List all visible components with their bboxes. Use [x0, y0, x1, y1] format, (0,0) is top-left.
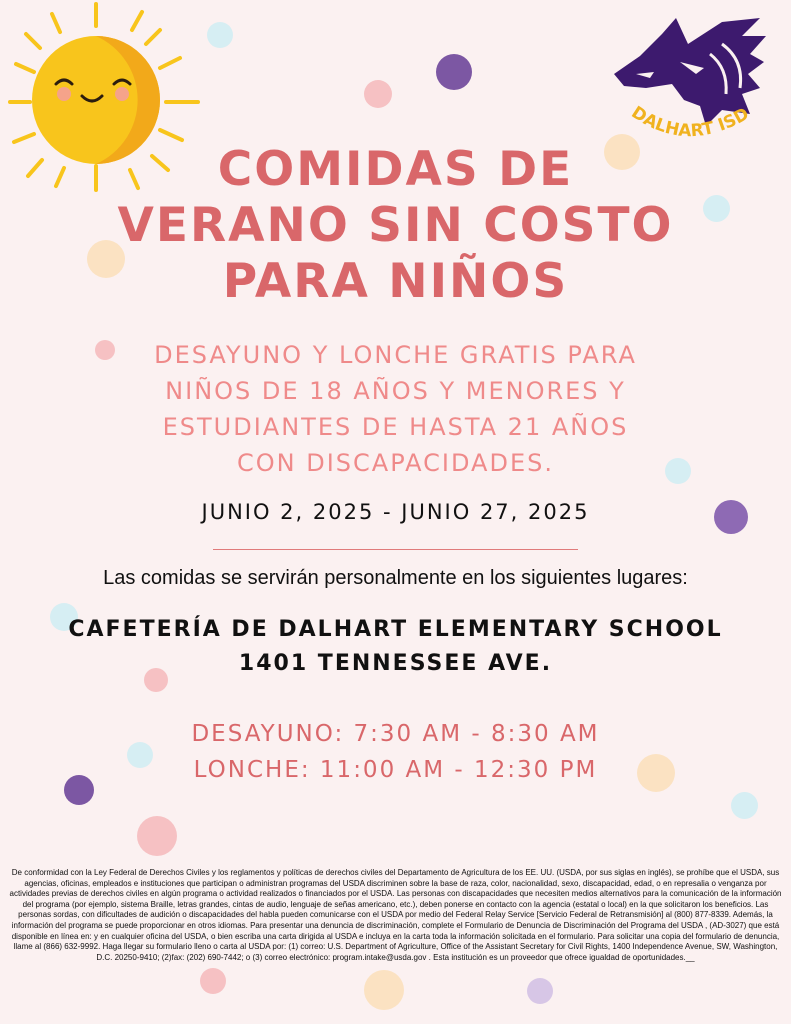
- subtitle-line: DESAYUNO Y LONCHE GRATIS PARA: [154, 341, 637, 369]
- logo-text: DALHART ISD: [627, 102, 753, 142]
- subtitle-line: NIÑOS DE 18 AÑOS Y MENORES Y: [165, 377, 626, 405]
- usda-nondiscrimination-statement: De conformidad con la Ley Federal de Derechos Civiles y los reglamentos y políticas de derechos civiles del Departamento de Agricultura de los EE. UU. (USDA, por sus siglas en inglés), se prohíbe que el USDA, sus agencias, oficinas, empleados e instituciones que participan o administran programas del USDA discriminen sobre la base de raza, color, nacionalidad, sexo, discapacidad, edad, o en represalia o venganza por actividades previas de derechos civiles en algún programa o actividad realizados o financiados por el USDA. Las personas con discapacidades que necesiten medios alternativos para la comunicación de la información del programa (por ejemplo, sistema Braille, letras grandes, cintas de audio, lenguaje de señas americano, etc.), deben ponerse en contacto con la agencia (estatal o local) en la que solicitaron los beneficios. Las personas sordas, con dificultades de audición o discapacidades del habla pueden comunicarse con el USDA por medio del Federal Relay Service [Servicio Federal de Retransmisión] al (800) 877-8339. Además, la información del programa se puede proporcionar en otros idiomas. Para presentar una denuncia de discriminación, complete el Formulario de Denuncia de Discriminación del Programa del USDA , (AD-3027) que está disponible en línea en: y en cualquier oficina del USDA, o bien escriba una carta dirigida al USDA e incluya en la carta toda la información solicitada en el formulario. Para solicitar una copia del formulario de denuncia, llame al (866) 632-9992. Haga llegar su formulario lleno o carta al USDA por: (1) correo: U.S. Department of Agriculture, Office of the Assistant Secretary for Civil Rights, 1400 Independence Avenue, SW, Washington, D.C. 20250-9410; (2)fax: (202) 690-7442; o (3) correo electrónico: program.intake@usda.gov . Esta institución es un proveedor que ofrece igualdad de oportunidades.__: [9, 868, 782, 962]
- dalhart-isd-logo: [610, 14, 770, 154]
- decor-dot: [200, 968, 226, 994]
- decor-dot: [207, 22, 233, 48]
- decor-dot: [731, 792, 758, 819]
- location-address: 1401 TENNESSEE AVE.: [238, 651, 553, 676]
- subtitle-line: CON DISCAPACIDADES.: [237, 449, 554, 477]
- subtitle-line: ESTUDIANTES DE HASTA 21 AÑOS: [162, 413, 629, 441]
- served-locations-text: Las comidas se servirán personalmente en los siguientes lugares:: [103, 567, 688, 589]
- decor-dot: [137, 816, 177, 856]
- decor-dot: [364, 970, 404, 1010]
- location-block: [0, 613, 791, 681]
- lunch-hours: LONCHE: 11:00 AM - 12:30 PM: [193, 757, 598, 783]
- program-dates: JUNIO 2, 2025 - JUNIO 27, 2025: [201, 500, 590, 524]
- title-line: VERANO SIN COSTO: [117, 198, 674, 253]
- location-name: CAFETERÍA DE DALHART ELEMENTARY SCHOOL: [68, 617, 723, 642]
- eligibility-subtitle: [100, 337, 691, 481]
- decor-dot: [436, 54, 472, 90]
- decor-dot: [527, 978, 553, 1004]
- breakfast-hours: DESAYUNO: 7:30 AM - 8:30 AM: [191, 721, 600, 747]
- title-line: COMIDAS DE: [217, 142, 574, 197]
- page-title: [0, 142, 791, 310]
- title-line: PARA NIÑOS: [222, 254, 569, 309]
- meal-hours: [0, 716, 791, 788]
- decor-dot: [364, 80, 392, 108]
- divider: [213, 549, 578, 550]
